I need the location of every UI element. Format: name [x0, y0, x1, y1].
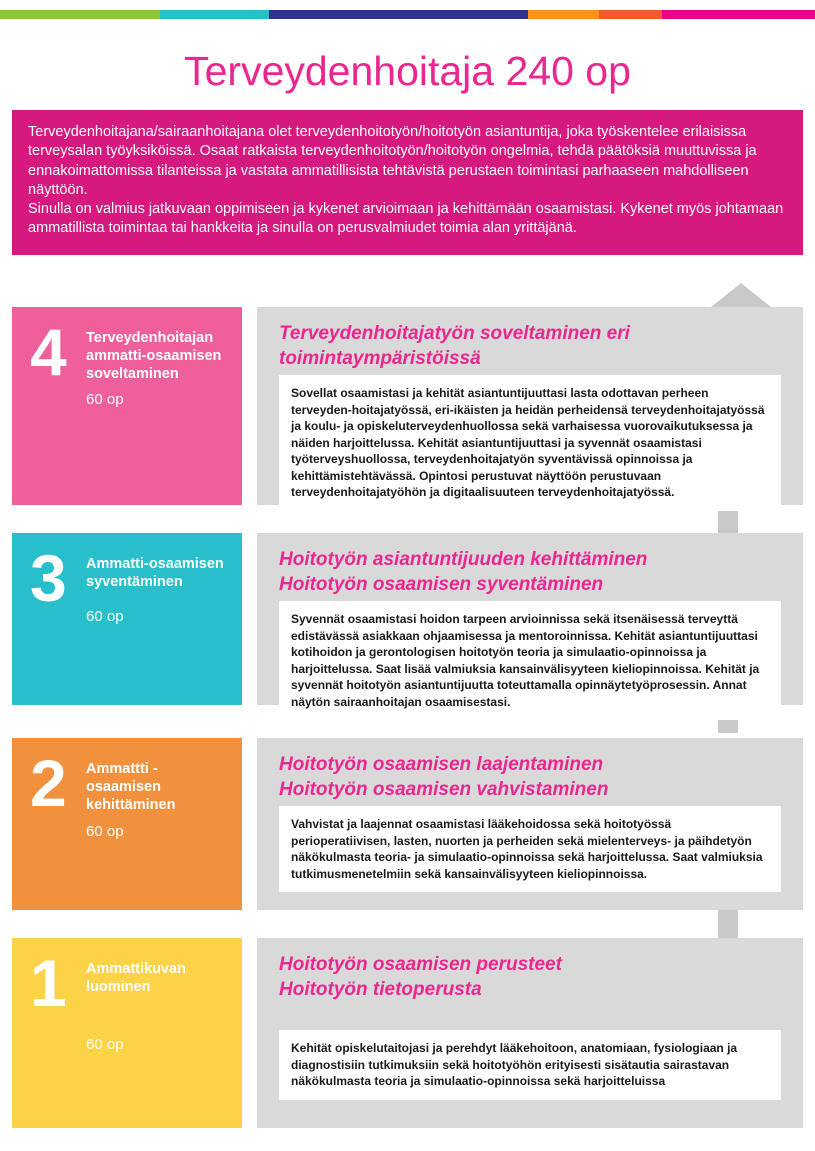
- level-4-number: 4: [30, 315, 67, 389]
- level-row-3: [12, 533, 803, 709]
- level-4-number-box: [12, 307, 242, 505]
- level-4-ects: 60 op: [86, 391, 124, 408]
- arrow-up-icon: [711, 283, 771, 307]
- level-3-title: Ammatti-osaamisen syventäminen: [86, 556, 224, 591]
- intro-paragraph-2: Sinulla on valmius jatkuvaan oppimiseen ja kykenet arvioimaan ja kehittämään osaamistasi. Kykenet myös johtamaan ammatillista toimintaa tai hankkeita ja sinulla on perusvalmiudet toimia alan yrittäjänä.: [28, 201, 784, 237]
- level-1-ects: 60 op: [86, 1036, 124, 1053]
- level-row-1: [12, 938, 803, 1128]
- level-2-number: 2: [30, 746, 67, 820]
- top-color-bar: [0, 10, 815, 19]
- level-2-heading: [279, 752, 789, 802]
- level-4-description: Sovellat osaamistasi ja kehität asiantuntijuuttasi lasta odottavan perheen terveyden-hoitajatyössä, eri-ikäisten ja heidän perheidensä terveydenhoitajatyössä ja koulu- ja opiskeluterveydenhuollossa sekä varhaisessa vuorovaikutuksessa ja näiden harjoittelussa. Kehität asiantuntijuuttasi ja syvennät osaamistasi työterveyshuollossa, terveydenhoitajatyön syventävissä opinnoissa ja kehittämistehtävässä. Opintosi perustuvat näyttöön perustuvaan terveydenhoitajatyöhön ja digitaalisuuteen terveydenhoitajatyössä.: [279, 375, 781, 511]
- topbar-segment-2: [160, 10, 269, 19]
- level-2-number-box: [12, 738, 242, 910]
- level-3-heading: [279, 547, 789, 597]
- level-3-heading-line1: Hoitotyön asiantuntijuuden kehittäminen: [279, 549, 648, 570]
- intro-paragraph-1: Terveydenhoitajana/sairaanhoitajana olet terveydenhoitotyön/hoitotyön asiantuntija, joka työskentelee erilaisissa terveysalan työyksiköissä. Osaat ratkaista terveydenhoitotyön/hoitotyön ongelmia, tehdä päätöksiä muuttuvissa ja ennakoimattomissa tilanteissa ja vastata ammatillisista tehtävistä perustaen toimintasi parhaaseen mahdolliseen näyttöön.: [28, 124, 757, 198]
- level-row-4: [12, 307, 803, 505]
- level-3-content-box: [257, 533, 803, 709]
- level-1-number-box: [12, 938, 242, 1128]
- level-2-description: Vahvistat ja laajennat osaamistasi lääkehoidossa sekä hoitotyössä perioperatiivisen, lasten, nuorten ja perheiden sekä mielenterveys- ja päihdetyön näkökulmasta teoria- ja simulaatio-opinnoissa sekä harjoittelussa. Saat valmiuksia tutkimusmenetelmiin sekä kansainvälisyyteen kieliopinnoissa.: [279, 806, 781, 892]
- level-2-content-box: [257, 738, 803, 910]
- level-2-title: Ammattti - osaamisen kehittäminen: [86, 761, 176, 814]
- level-row-2: [12, 738, 803, 910]
- level-1-description: Kehität opiskelutaitojasi ja perehdyt lääkehoitoon, anatomiaan, fysiologiaan ja diagnostisiin tutkimuksiin sekä hoitotyöhön erityisesti sisätautia sairastavan näkökulmasta teoria ja simulaatio-opinnoissa sekä harjoitteluissa: [279, 1030, 781, 1100]
- level-1-number: 1: [30, 946, 67, 1020]
- connector-2-1: [718, 910, 738, 938]
- topbar-segment-6: [662, 10, 815, 19]
- level-4-content-box: [257, 307, 803, 505]
- level-3-number: 3: [30, 541, 67, 615]
- level-4-heading: [279, 321, 789, 371]
- level-4-heading-line1: Terveydenhoitajatyön soveltaminen eri: [279, 323, 630, 344]
- level-1-heading: [279, 952, 789, 1002]
- level-2-heading-line1: Hoitotyön osaamisen laajentaminen: [279, 754, 604, 775]
- level-3-heading-line2: Hoitotyön osaamisen syventäminen: [279, 574, 604, 596]
- level-2-ects: 60 op: [86, 823, 124, 840]
- topbar-segment-5: [599, 10, 662, 19]
- intro-block: [12, 110, 803, 255]
- topbar-segment-3: [269, 10, 528, 19]
- topbar-segment-4: [528, 10, 599, 19]
- page-title: Terveydenhoitaja 240 op: [184, 48, 631, 94]
- level-4-heading-line2: toimintaympäristöissä: [279, 348, 481, 370]
- level-1-title: Ammattikuvan luominen: [86, 961, 186, 996]
- level-3-description: Syvennät osaamistasi hoidon tarpeen arvioinnissa sekä itsenäisessä terveyttä edistävässä asiakkaan ohjaamisessa ja mentoroinnissa. Kehität asiantuntijuuttasi kotihoidon ja gerontologisen hoitotyön teoria ja simulaatio-opinnoissa ja harjoittelussa. Saat lisää valmiuksia kansainvälisyyteen kieliopinnoissa. Kehität ja syvennät hoitotyön asiantuntijuutta toteuttamalla opinnäytetyöprosessin. Annat näytön sairaanhoitajan osaamisestasi.: [279, 601, 781, 720]
- level-2-heading-line2: Hoitotyön osaamisen vahvistaminen: [279, 779, 609, 801]
- level-4-title: Terveydenhoitajan ammatti-osaamisen soveltaminen: [86, 330, 222, 383]
- level-1-heading-line1: Hoitotyön osaamisen perusteet: [279, 954, 562, 975]
- level-1-heading-line2: Hoitotyön tietoperusta: [279, 979, 482, 1001]
- level-3-ects: 60 op: [86, 608, 124, 625]
- level-3-number-box: [12, 533, 242, 705]
- level-1-content-box: [257, 938, 803, 1128]
- topbar-segment-1: [0, 10, 160, 19]
